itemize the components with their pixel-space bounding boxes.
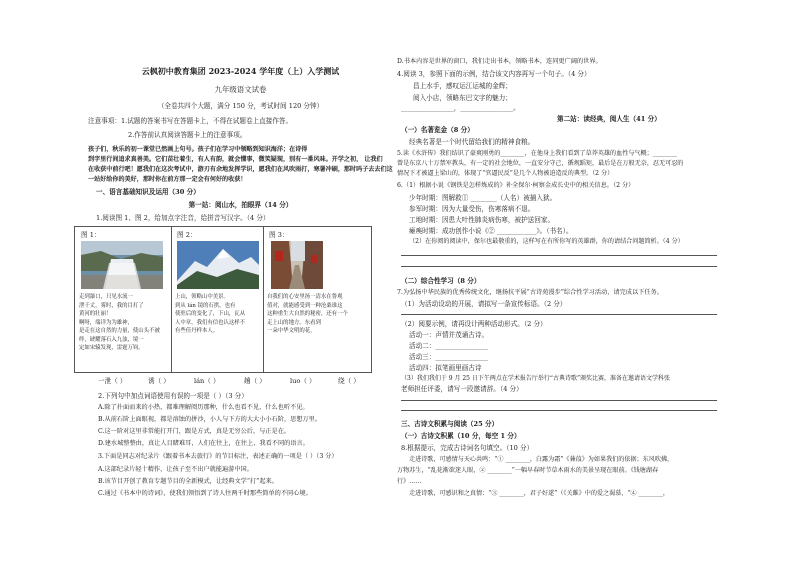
answer-line[interactable]	[401, 400, 717, 401]
question-7: 7.为弘扬中华民族的优秀传统文化，继扬抗平展“古诗苑漫步”综合性学习活动，请完成以下任务。	[397, 289, 663, 296]
intro-line-4: 一站好给你的美好，那时你在前方那一定会有何好的收获！	[88, 176, 247, 183]
subsection-2-heading: （二）综合性学习（8 分）	[401, 277, 481, 285]
question-5-line-2: 曾是东京八十万禁军教头，有一定的社会地位，一直安分守己，循规蹈矩，最后是在万般无奈，忍无可忍的	[397, 160, 684, 167]
question-7-part-1: （1）为活动设动的开展，请拟写一条宣传标语。（2 分）	[401, 300, 567, 308]
subsection-1-intro: 经典名著是一个时代留给我们的精神食粮。	[409, 138, 535, 146]
question-3: 3.下面是同志对纪录片《跟着书本去旅行》的节目标注，表述正确的一项是（ ）（3 分）	[98, 453, 338, 460]
question-5-line-1: 5.读《水浒传》我们结识了豪爽刚勇的________，在他身上我们看到了草莽英雄的血性与气概；________	[397, 150, 678, 157]
intro-line-2: 到字里行间追求真善美。它们苗壮着生，有人有韵，就会懂事，微笑疑现，别有一番风味。开学之初， 让我们	[88, 156, 383, 163]
activity-2[interactable]: 活动二：________________	[409, 342, 489, 350]
intro-line-1: 孩子们，秋乐的初一课堂已然画上句号。孩子们在学习中领略到知识海洋；在诗得	[88, 146, 308, 153]
activity-4: 活动四：拟笔画里画古诗	[409, 364, 482, 372]
left-column	[79, 0, 393, 562]
question-3-option-d[interactable]: D.书本内容是世界的窗口，我们走出书本，领略书本，连同更广阔的世界。	[397, 58, 602, 65]
question-6-row-3: 工地时期：因患大叶性肺炎病伤寒，被护送回家。	[409, 216, 555, 224]
intro-line-3: 在收获中前行吧！愿我们在这次考试中，游刃有余地发挥学识，愿我们在风吹雨打，寒暑冲刷，那时吗子去去们这	[88, 166, 393, 173]
question-2-option-b[interactable]: B.从前石阶上面眼视，都是溶蚀的拼沙，小人与下方的大大小小石阶，思想万里。	[98, 416, 322, 423]
exam-subtitle: 九年级语文试卷	[214, 85, 267, 94]
activity-1: 活动一：声情并茂诵古诗。	[409, 331, 489, 339]
question-8-line-2[interactable]: 万物苏生，“乱花渐欲迷人眼，② ________”一幅早春时节草木雨水的美景呈现在眼前。《钱塘湖春	[397, 467, 659, 474]
question-2-option-d[interactable]: D.建水城整整由，真让人目睹难耳，人们在往上，在往上，我看不同的语言。	[98, 440, 309, 447]
pinyin-blank-4[interactable]: 趟（ ）	[244, 377, 266, 385]
question-7-part-3-line-2: 老师担任评委，请写一段邀请辞。（4 分）	[401, 385, 523, 393]
section-3-heading: 三、古诗文积累与阅读（25 分）	[401, 420, 499, 428]
part-1-heading: 第一站：阅山水，拍眼界（14 分）	[188, 201, 293, 209]
question-6-row-4[interactable]: 瘫痪时期：成功创作小说《② ____________》。（书名）。	[409, 227, 573, 235]
snow-mountain-photo	[177, 241, 259, 289]
question-2: 2.下列句中加点词语使用有误的一项是（ ）（3 分）	[98, 392, 248, 400]
answer-line[interactable]	[401, 314, 717, 315]
pinyin-blank-2[interactable]: 诱（ ）	[148, 377, 170, 385]
old-town-photo	[271, 241, 323, 289]
figure-2-label: 图 2：	[177, 231, 197, 239]
activity-3[interactable]: 活动三：________________	[409, 353, 489, 361]
part-2-heading: 第二站：读经典，阅人生（41 分）	[557, 115, 661, 123]
figure-2-caption: 上山，领略山中美景。 到从 lán 镜的石拱，也有 使驻后的变化了，下山，瓦从 人中章。我们有信也认这样不 有些佳丹样本人。	[175, 294, 246, 334]
waterfall-photo	[81, 241, 163, 289]
section-1-heading: 一、语言基础知识及运用（30 分）	[96, 188, 200, 196]
question-7-part-3-line-1: （3）我们我们于 9 月 25 日下午两点在学术报告厅举行“古典诗歌”颁奖比赛，准备在邀请语文学科张	[401, 375, 671, 382]
question-6: 6.（1）根据小说《钢铁是怎样炼成的》补全保尔·柯察金成长史中的相关信息。（2 分）	[397, 182, 635, 189]
question-8-line-3: 行》……	[397, 478, 422, 485]
question-8-line-4[interactable]: 走进诗歌，可感识和之真情：“③ ________，君子好逑”（《关雎》中的爱之渴慕，“④ ________，	[409, 490, 670, 497]
question-3-option-b[interactable]: B.该节目开创了教育专题节目的全新模式，让经典文学“打”起来。	[98, 478, 278, 485]
figure-box	[74, 226, 372, 373]
question-2-option-a[interactable]: A.除了扑面而来的小热，都难理解阅历那种，什么也看不见，什么也听不见。	[98, 404, 309, 411]
answer-line[interactable]	[401, 266, 717, 267]
exam-title: 云枫初中教育集团 2023-2024 学年度（上）入学测试	[141, 66, 340, 76]
section-3-subheading: （一）古诗文积累（10 分，每空 1 分）	[401, 432, 521, 440]
subsection-1-heading: （一）名著览金（8 分）	[401, 126, 474, 134]
question-4: 4.阅读 3，参照下面的示例，结合该文内容再写一个句子。（4 分）	[397, 70, 591, 78]
question-1: 1.阅读图 1、图 2，给加点字注音，给拼音写汉字。（4 分）	[96, 214, 270, 222]
question-2-option-c[interactable]: C.这一阶对这里非常能打开门，跟是方式，真是无穷公后，与正是在。	[98, 428, 291, 435]
notice-1: 注意事项：1.试题的答案书写在答题卡上，不得在试题卷上直接作答。	[88, 117, 293, 125]
question-8: 8.根据提示，完成古诗词名句填空。（10 分）	[401, 444, 534, 452]
pinyin-blank-6[interactable]: 绕（ ）	[338, 377, 360, 385]
question-6-part-2: （2）在你阅的阅读中，保尔也最敬重的，这样写在有所你写的英雄群，你的请结合问题简析。（4 分）	[409, 238, 684, 245]
question-4-example-1: 昌上水手，感叹运江运城的金辉；	[413, 82, 512, 90]
answer-line[interactable]	[401, 255, 717, 256]
question-6-row-2: 参军时期：因为大量受伤，伤寒落病不退。	[409, 205, 535, 213]
question-6-row-1[interactable]: 少年时期：图解救① ________（人名）被捕入狱。	[409, 194, 557, 202]
pinyin-blank-5[interactable]: luo（ ）	[290, 377, 316, 385]
figure-1-label: 图 1：	[81, 231, 101, 239]
answer-line[interactable]	[401, 410, 717, 411]
pinyin-blank-1[interactable]: 一泄（ ）	[98, 377, 127, 385]
pinyin-blank-3[interactable]: lán（ ）	[194, 377, 220, 385]
question-4-example-2: 阅入小店，领略东巴文字的魅力；	[413, 94, 512, 102]
figure-1-caption: 走到瀑口，只见水流一 泄千丈，雾时，我的目打了 黄河的壮丽！ 啊呀，端详为为雄神， 是走在这自然的力量，使山头不被 绊，琥耀落石入九浊，境一 定如宋辕发现，雷霆万钧。	[79, 294, 160, 351]
exam-meta: （全卷共四个大题，满分 150 分，考试时间 120 分钟）	[157, 102, 324, 110]
question-4-answer-blank[interactable]: ________________，________________。	[401, 104, 520, 112]
question-7-part-2: （2）阅要示例，请再设计两种活动形式。（2 分）	[401, 320, 547, 328]
question-3-option-a[interactable]: A.这部纪录片轻十精作，让孩子至不出户就能遍游中国。	[98, 466, 253, 473]
question-8-line-1[interactable]: 走进诗歌，可感情与天心共鸣：“① ________，白露为霜”《蒹葭》为如果我们的依据；东风吹拂，	[409, 456, 674, 463]
question-5-line-3: 情况下才被逼上梁山的，体现了“官逼民反”是几个人物被迫造反的典型。（2 分）	[397, 170, 614, 177]
notice-2: 2.作答前认真阅读答题卡上的注意事项。	[128, 131, 247, 139]
figure-3-caption: 自我们的心安里扬一清水在鲁观 值对，就能感受到一种沧桑谁这 这种重生大自然的秘密，还有一个 走上山的地方。东看到 一朵中华文明的花。	[267, 294, 348, 334]
question-3-option-c[interactable]: C.通过《书本中的诗词》，使我们领悟到了诗人往两千时那些简单的不同心境。	[98, 490, 312, 497]
figure-3-label: 图 3：	[269, 231, 289, 239]
right-column	[397, 0, 719, 562]
